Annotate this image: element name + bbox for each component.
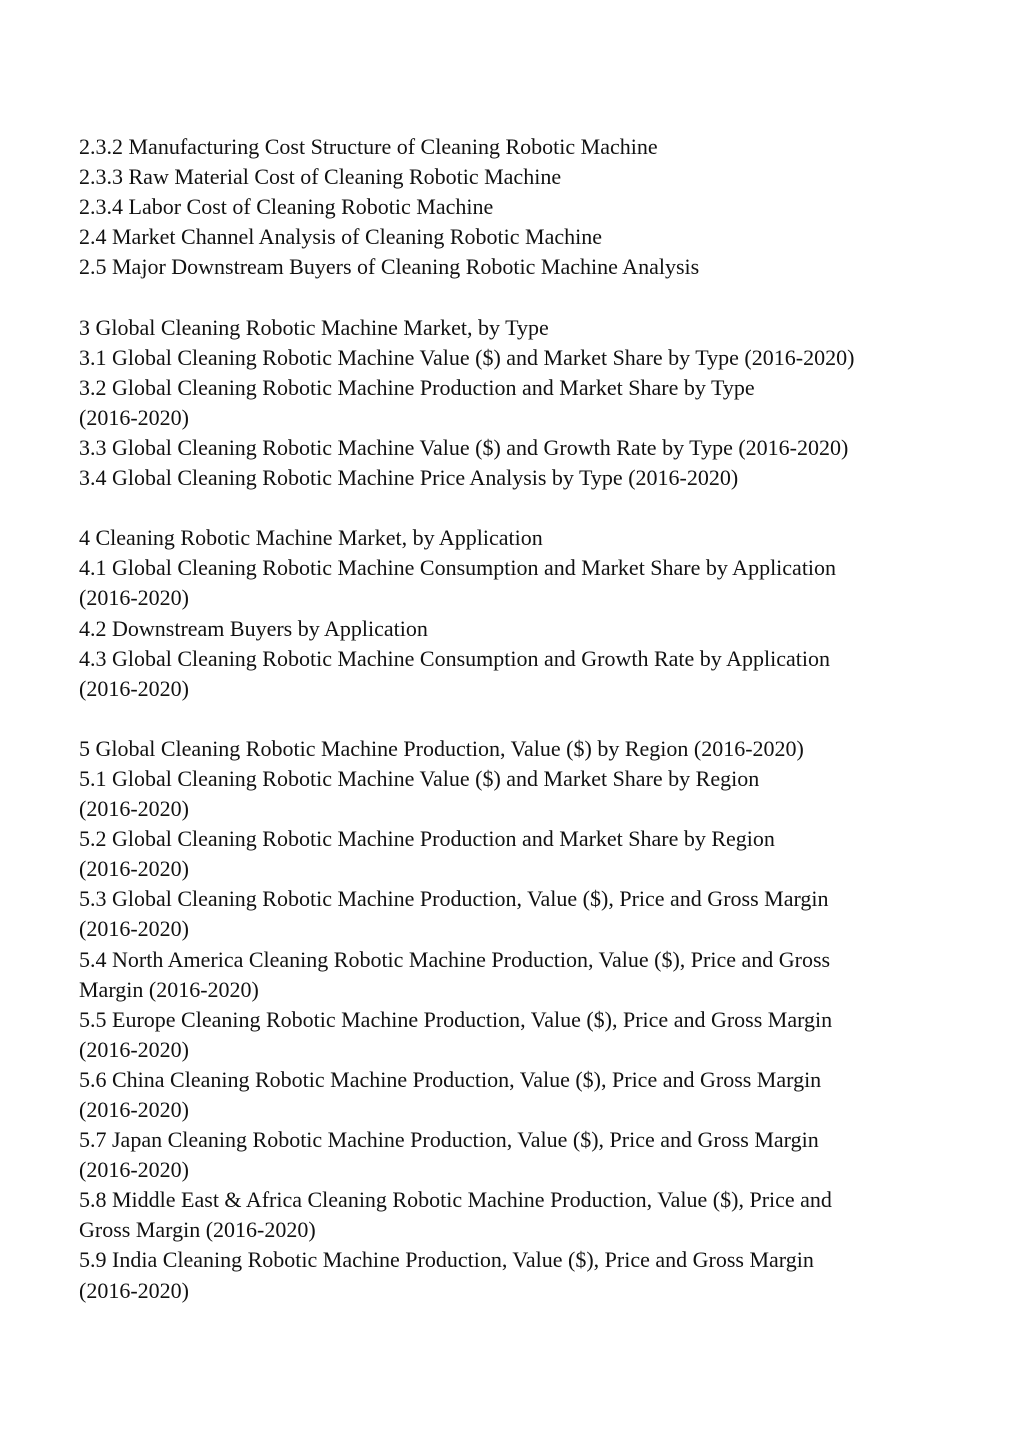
toc-entry: 5.6 China Cleaning Robotic Machine Production, Value ($), Price and Gross Margin xyxy=(79,1066,822,1092)
toc-entry: (2016-2020) xyxy=(79,404,189,430)
toc-entry: Margin (2016-2020) xyxy=(79,976,259,1002)
toc-entry: 2.3.3 Raw Material Cost of Cleaning Robotic Machine xyxy=(79,164,562,190)
toc-entry: Gross Margin (2016-2020) xyxy=(79,1217,316,1243)
toc-entry: (2016-2020) xyxy=(79,1036,189,1062)
toc-entry: (2016-2020) xyxy=(79,1277,189,1303)
toc-entry: 5.2 Global Cleaning Robotic Machine Production and Market Share by Region xyxy=(79,826,775,852)
toc-entry: (2016-2020) xyxy=(79,1157,189,1183)
toc-entry: 2.5 Major Downstream Buyers of Cleaning Robotic Machine Analysis xyxy=(79,254,700,280)
section-spacer xyxy=(79,493,949,523)
toc-entry: 3.1 Global Cleaning Robotic Machine Value ($) and Market Share by Type (2016-2020) xyxy=(79,344,855,370)
toc-entry: (2016-2020) xyxy=(79,585,189,611)
toc-section xyxy=(79,523,949,704)
toc-entry: 4.1 Global Cleaning Robotic Machine Consumption and Market Share by Application xyxy=(79,555,837,581)
table-of-contents xyxy=(79,132,949,1306)
toc-entry: 5.8 Middle East & Africa Cleaning Robotic Machine Production, Value ($), Price and xyxy=(79,1187,832,1213)
toc-entry: 4.2 Downstream Buyers by Application xyxy=(79,615,428,641)
toc-entry: (2016-2020) xyxy=(79,856,189,882)
toc-entry: 4.3 Global Cleaning Robotic Machine Consumption and Growth Rate by Application xyxy=(79,645,830,671)
toc-entry: 5.3 Global Cleaning Robotic Machine Production, Value ($), Price and Gross Margin xyxy=(79,886,829,912)
toc-entry: 2.3.2 Manufacturing Cost Structure of Cleaning Robotic Machine xyxy=(79,134,658,159)
section-spacer xyxy=(79,704,949,734)
toc-entry: 5.1 Global Cleaning Robotic Machine Value ($) and Market Share by Region xyxy=(79,765,760,791)
toc-entry: 5.4 North America Cleaning Robotic Machine Production, Value ($), Price and Gross xyxy=(79,946,831,972)
toc-entry: 3.2 Global Cleaning Robotic Machine Production and Market Share by Type xyxy=(79,374,755,400)
toc-entry: 3 Global Cleaning Robotic Machine Market, by Type xyxy=(79,314,549,340)
toc-entry: 4 Cleaning Robotic Machine Market, by Application xyxy=(79,525,543,551)
toc-entry: (2016-2020) xyxy=(79,675,189,701)
section-spacer xyxy=(79,282,949,312)
toc-entry: 2.4 Market Channel Analysis of Cleaning Robotic Machine xyxy=(79,224,603,250)
toc-entry: 5 Global Cleaning Robotic Machine Production, Value ($) by Region (2016-2020) xyxy=(79,735,804,761)
toc-entry: (2016-2020) xyxy=(79,1097,189,1122)
toc-entry: 5.9 India Cleaning Robotic Machine Production, Value ($), Price and Gross Margin xyxy=(79,1247,814,1273)
toc-entry: 3.4 Global Cleaning Robotic Machine Price Analysis by Type (2016-2020) xyxy=(79,465,739,491)
toc-entry: 5.5 Europe Cleaning Robotic Machine Production, Value ($), Price and Gross Margin xyxy=(79,1006,833,1032)
toc-entry: 3.3 Global Cleaning Robotic Machine Value ($) and Growth Rate by Type (2016-2020) xyxy=(79,434,849,460)
toc-section xyxy=(79,132,949,282)
toc-entry: 2.3.4 Labor Cost of Cleaning Robotic Machine xyxy=(79,194,494,220)
toc-entry: (2016-2020) xyxy=(79,796,189,822)
toc-entry: (2016-2020) xyxy=(79,916,189,942)
toc-section xyxy=(79,313,949,494)
toc-section xyxy=(79,734,949,1306)
toc-entry: 5.7 Japan Cleaning Robotic Machine Production, Value ($), Price and Gross Margin xyxy=(79,1127,819,1153)
